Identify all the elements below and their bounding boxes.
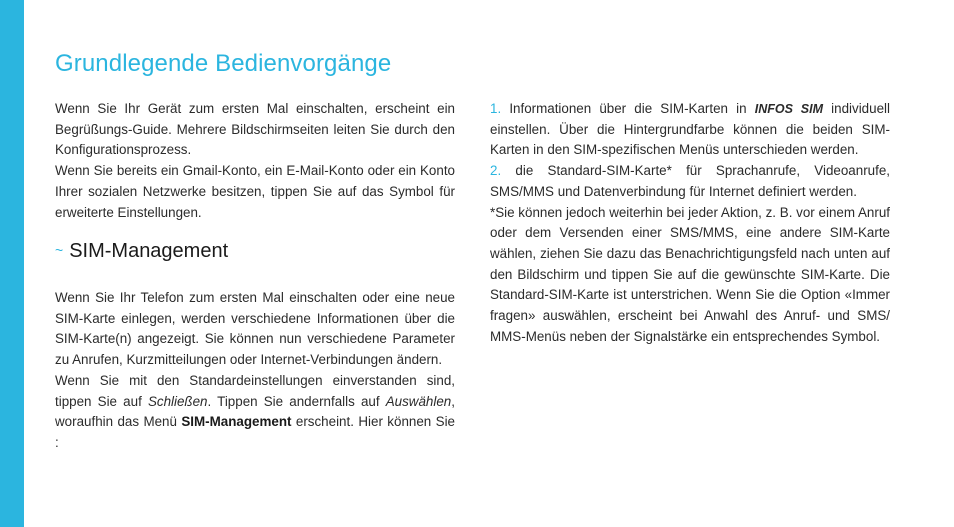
intro-paragraph-2: Wenn Sie bereits ein Gmail-Konto, ein E-Mail-Konto oder ein Konto Ihrer sozialen Netzwerke besitzen, tippen Sie auf das Symbol für erweiterte Einstellungen. [55,163,455,220]
sim-paragraph-2-part-c: , woraufhin das Menü [55,393,455,430]
sim-management-menu-term: SIM-Management [181,414,292,430]
sim-paragraph-2 [55,371,455,454]
option-number-1: 1. [490,101,502,116]
select-term: Auswählen [385,393,452,409]
sim-paragraph-2-part-b: . Tippen Sie andernfalls auf [207,393,386,409]
option-number-2: 2. [490,163,502,179]
intro-paragraph-1: Wenn Sie Ihr Gerät zum ersten Mal einschalten, erscheint ein Begrüßungs-Guide. Mehrere Bildschirmseiten leiten Sie durch den Konfigurationsprozess. [55,101,455,158]
sim-paragraph-1: Wenn Sie Ihr Telefon zum ersten Mal einschalten oder eine neue SIM-Karte einlegen, werden verschiedene Informationen über die SIM-Karte(n) angezeigt. Sie können nun verschiedene Parameter zu Anrufen, Kurzmitteilungen oder Internet-Verbindungen ändern. [55,290,455,368]
infos-sim-term: INFOS SIM [754,102,824,116]
accent-side-bar [0,0,24,527]
sim-paragraph-2-part-d: erscheint. Hier können Sie : [55,414,455,450]
intro-column [55,99,455,223]
page-title: Grundlegende Bedienvorgänge [55,50,392,77]
option-item-1-part-b: individuell einstellen. Über die Hintergrundfarbe können die beiden SIM-Karten in den SIM-spezifischen Menüs unterschieden werden. [490,101,890,158]
option-item-2 [490,161,890,202]
options-column [490,99,890,347]
option-item-2-text: die Standard-SIM-Karte* für Sprachanrufe, Videoanrufe, SMS/MMS und Datenverbindung für Internet definiert werden. [490,163,890,199]
option-item-1-part-a: Informationen über die SIM-Karten in [509,101,755,116]
footnote: *Sie können jedoch weiterhin bei jeder Aktion, z. B. vor einem Anruf oder dem Versenden einer SMS/MMS, eine andere SIM-Karte wählen, ziehen Sie dazu das Benachrichtigungsfeld nach unten auf den Bildschirm und tippen Sie auf die gewünschte SIM-Karte. Die Standard-SIM-Karte ist unterstrichen. Wenn Sie die Option «Immer fragen» auswählen, erscheint bei Anwahl des Anruf- und SMS/ MMS-Menüs neben der Signalstärke ein entsprechendes Symbol. [490,204,890,344]
option-item-1 [490,99,890,161]
section-heading [55,240,228,263]
section-heading-text: SIM-Management [69,240,229,262]
close-term: Schließen [147,393,208,409]
sim-management-text [55,288,455,454]
tilde-marker: ~ [55,242,64,258]
sim-paragraph-2-part-a: Wenn Sie mit den Standardeinstellungen einverstanden sind, tippen Sie auf [55,372,455,409]
